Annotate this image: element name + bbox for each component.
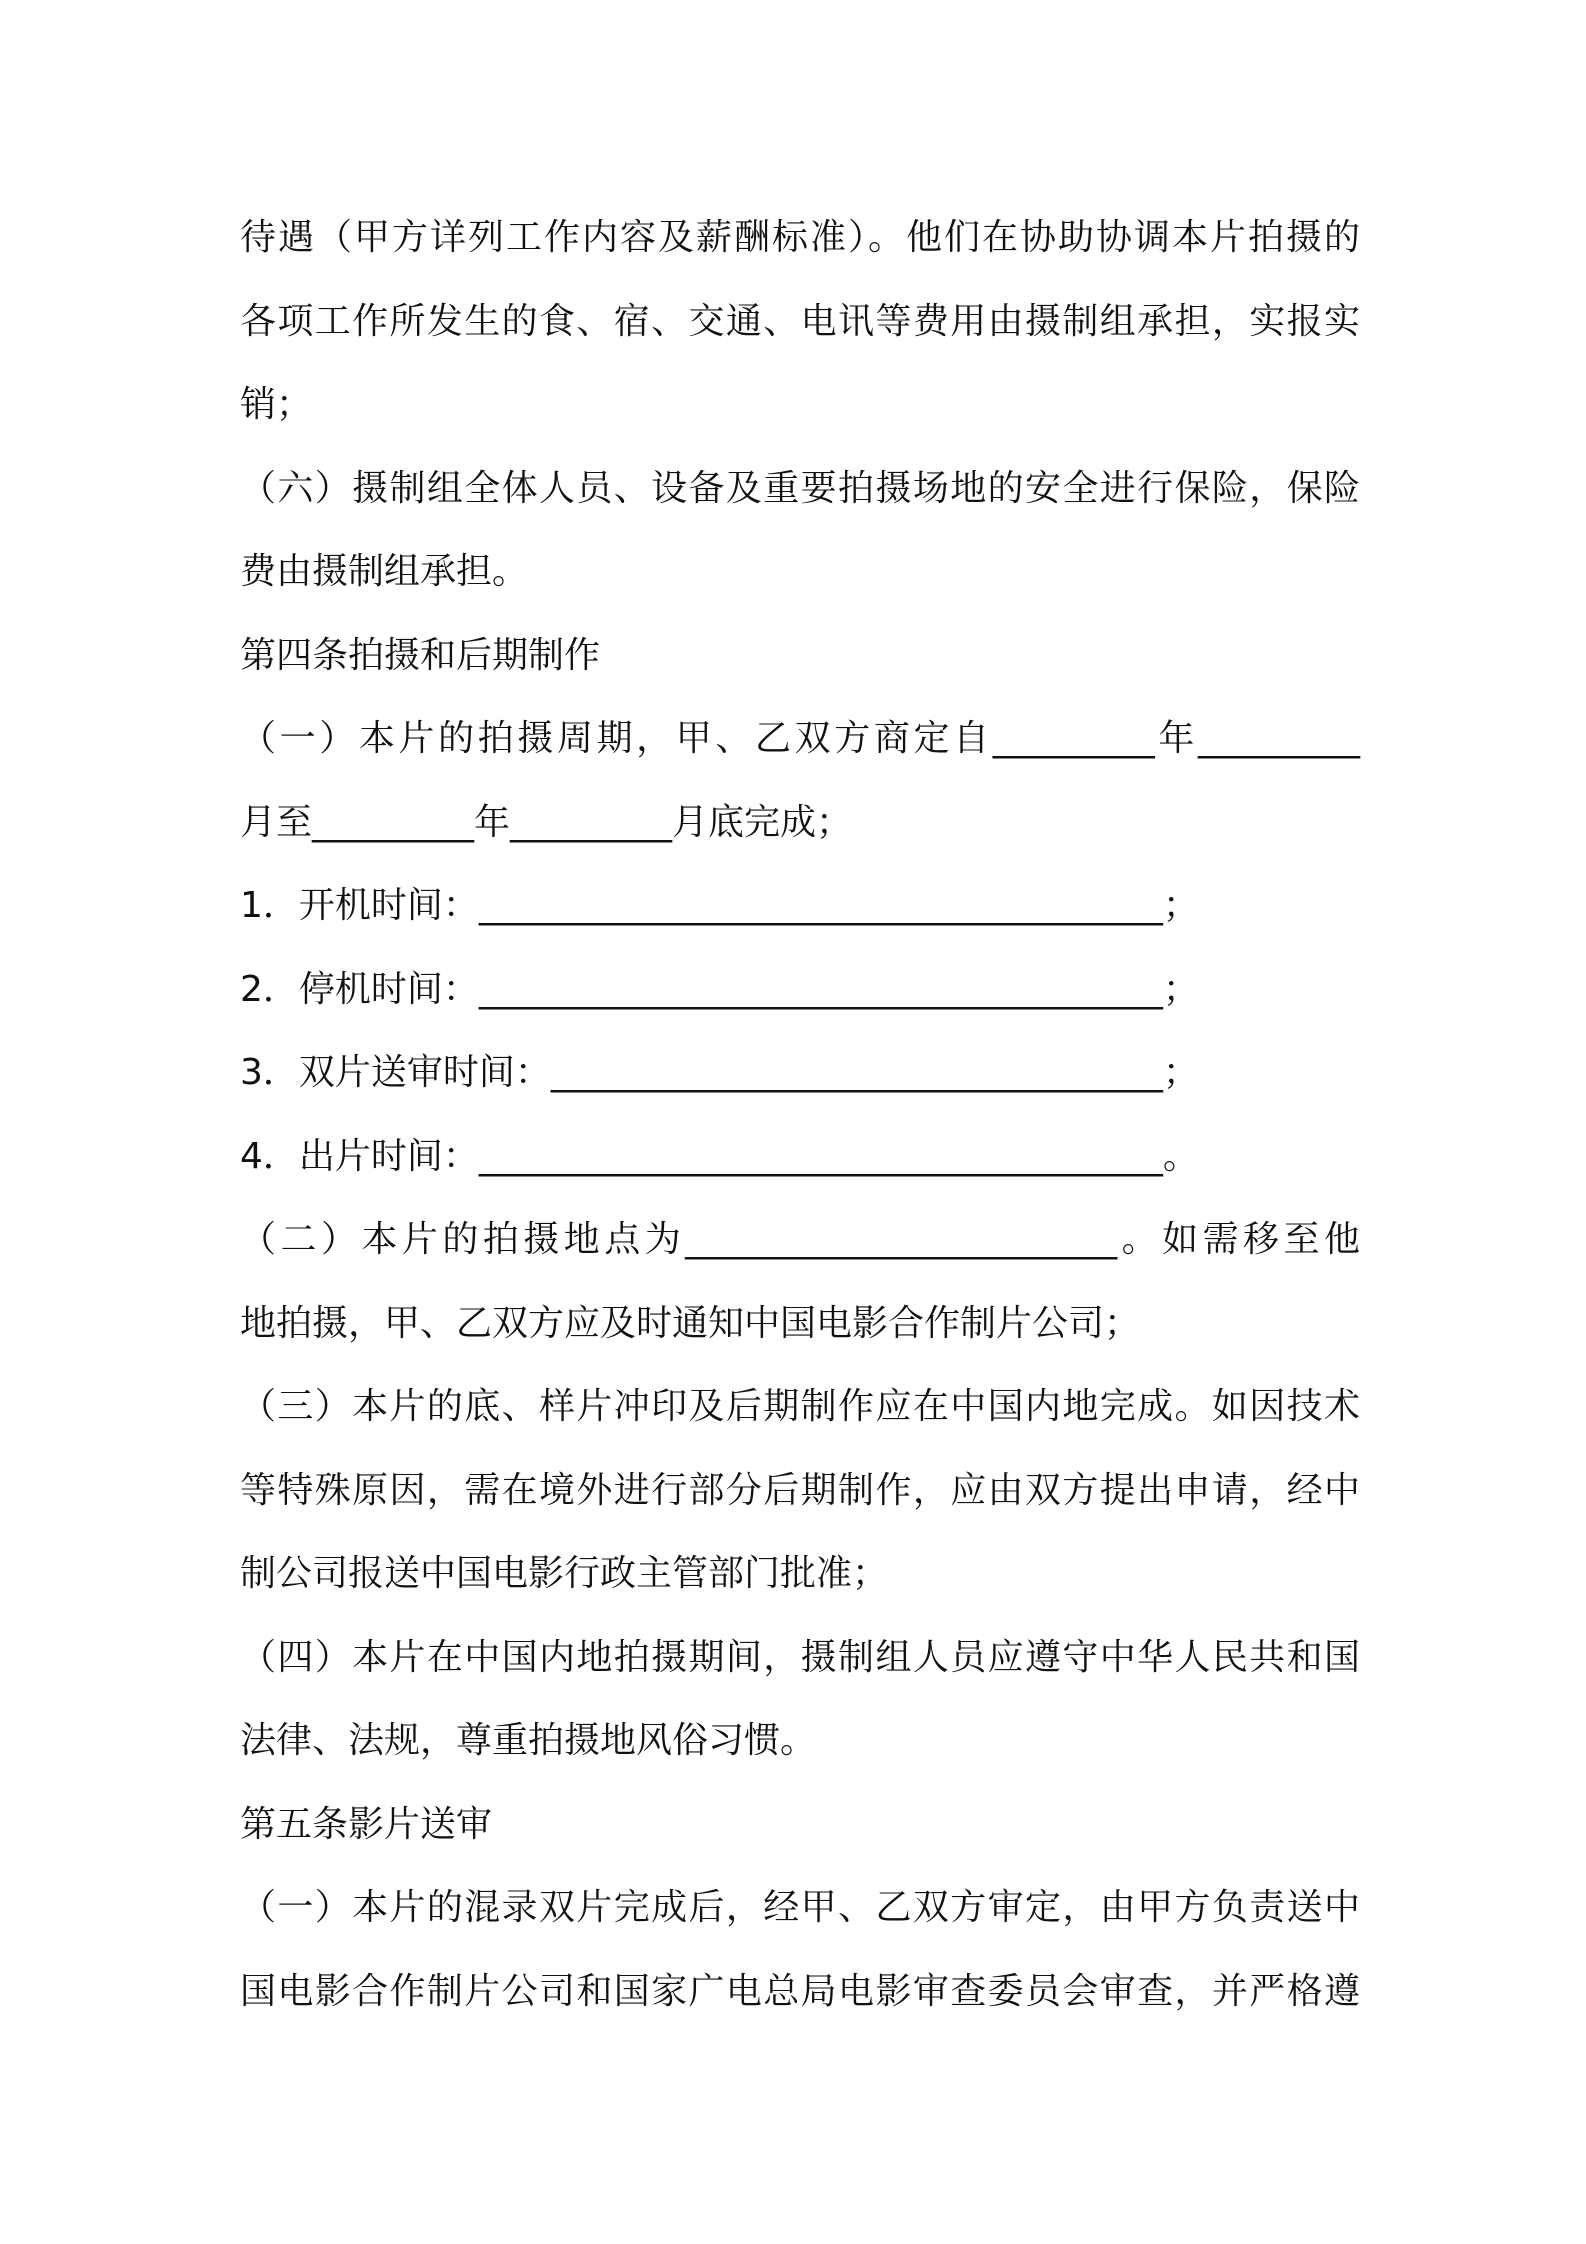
fill-in-line: 2．停机时间：______________________________________；	[240, 968, 1199, 1010]
fill-in-line: 3．双片送审时间：__________________________________；	[240, 1052, 1199, 1093]
fill-in-line: 1．开机时间：______________________________________；	[240, 885, 1199, 926]
section-heading: 第五条影片送审	[240, 1803, 493, 1845]
text-line: 销；	[240, 384, 313, 425]
fill-in-line: 4．出片时间：______________________________________。	[240, 1135, 1199, 1177]
text-line: 地拍摄，甲、乙双方应及时通知中国电影合作制片公司；	[240, 1302, 1141, 1344]
text-line: （四）本片在中国内地拍摄期间，摄制组人员应遵守中华人民共和国	[240, 1636, 1360, 1678]
text-line: （一）本片的混录双片完成后，经甲、乙双方审定，由甲方负责送中	[240, 1887, 1360, 1928]
text-line: 各项工作所发生的食、宿、交通、电讯等费用由摄制组承担，实报实	[240, 300, 1360, 342]
section-heading: 第四条拍摄和后期制作	[240, 634, 601, 676]
text-line: （三）本片的底、样片冲印及后期制作应在中国内地完成。如因技术	[240, 1386, 1360, 1427]
text-line: 月至_________年_________月底完成；	[240, 801, 853, 843]
text-line: 制公司报送中国电影行政主管部门批准；	[240, 1553, 889, 1594]
text-line: 费由摄制组承担。	[240, 551, 529, 592]
text-line: 国电影合作制片公司和国家广电总局电影审查委员会审查，并严格遵	[240, 1970, 1360, 2012]
text-line: 等特殊原因，需在境外进行部分后期制作，应由双方提出申请，经中	[240, 1469, 1360, 1511]
text-line: 待遇（甲方详列工作内容及薪酬标准）。他们在协助协调本片拍摄的	[240, 217, 1360, 258]
text-line: （一）本片的拍摄周期，甲、乙双方商定自_________年_________	[240, 718, 1360, 759]
text-line: （二）本片的拍摄地点为________________________。如需移至他	[240, 1219, 1360, 1260]
document-page	[240, 196, 1360, 2033]
text-line: （六）摄制组全体人员、设备及重要拍摄场地的安全进行保险，保险	[240, 467, 1360, 509]
text-line: 法律、法规，尊重拍摄地风俗习惯。	[240, 1720, 817, 1761]
